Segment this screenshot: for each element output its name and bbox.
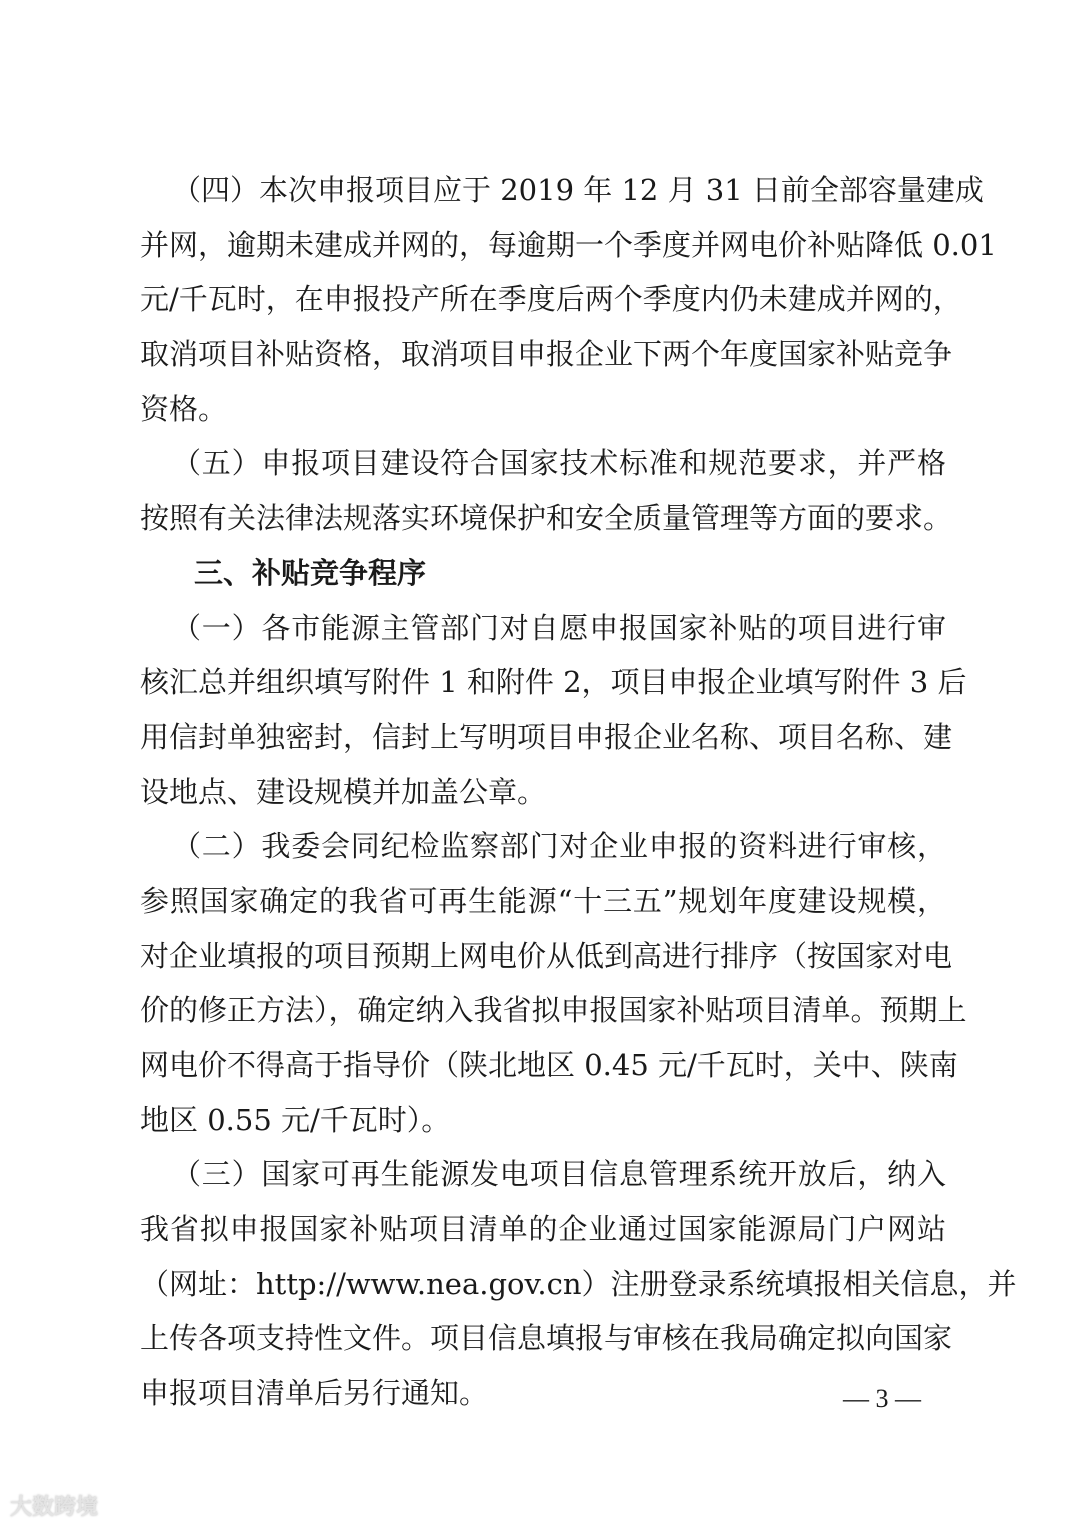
document-body (140, 163, 1017, 1421)
paragraph (140, 436, 953, 545)
text-line: 元/千瓦时，在申报投产所在季度后两个季度内仍未建成并网的， (140, 282, 962, 317)
section-heading: 三、补贴竞争程序 (194, 555, 427, 590)
text-line: 对企业填报的项目预期上网电价从低到高进行排序（按国家对电 (140, 938, 953, 973)
text-line: 核汇总并组织填写附件 1 和附件 2，项目申报企业填写附件 3 后 (140, 665, 967, 700)
text-line: 价的修正方法），确定纳入我省拟申报国家补贴项目清单。预期上 (140, 993, 967, 1028)
paragraph (140, 163, 997, 436)
text-line: 取消项目补贴资格，取消项目申报企业下两个年度国家补贴竞争 (140, 337, 953, 372)
text-line: 参照国家确定的我省可再生能源“十三五”规划年度建设规模， (140, 883, 946, 918)
watermark-text: 大数跨境 (10, 1495, 99, 1520)
text-line: 资格。 (140, 391, 228, 426)
paragraph (140, 819, 967, 1147)
text-line: 设地点、建设规模并加盖公章。 (140, 774, 547, 809)
paragraph (140, 1147, 1017, 1420)
text-line: 地区 0.55 元/千瓦时）。 (140, 1102, 451, 1137)
text-line: （三）国家可再生能源发电项目信息管理系统开放后，纳入 (172, 1157, 946, 1192)
text-line: （网址：http://www.nea.gov.cn）注册登录系统填报相关信息，并 (140, 1266, 1017, 1301)
watermark-logo (10, 1490, 98, 1521)
text-line: （五）申报项目建设符合国家技术标准和规范要求，并严格 (172, 446, 946, 481)
text-line: 我省拟申报国家补贴项目清单的企业通过国家能源局门户网站 (140, 1212, 946, 1247)
text-line: 并网，逾期未建成并网的，每逾期一个季度并网电价补贴降低 0.01 (140, 227, 997, 262)
text-line: （四）本次申报项目应于 2019 年 12 月 31 日前全部容量建成 (172, 173, 984, 207)
text-line: 按照有关法律法规落实环境保护和安全质量管理等方面的要求。 (140, 501, 953, 536)
text-line: 用信封单独密封，信封上写明项目申报企业名称、项目名称、建 (140, 719, 953, 754)
text-line: 网电价不得高于指导价（陕北地区 0.45 元/千瓦时，关中、陕南 (140, 1048, 958, 1082)
text-line: （一）各市能源主管部门对自愿申报国家补贴的项目进行审 (172, 610, 946, 645)
page-number: — 3 — (843, 1384, 921, 1413)
text-line: 上传各项支持性文件。项目信息填报与审核在我局确定拟向国家 (140, 1321, 953, 1356)
text-line: 申报项目清单后另行通知。 (140, 1376, 489, 1411)
paragraph (140, 601, 967, 820)
text-line: （二）我委会同纪检监察部门对企业申报的资料进行审核， (172, 829, 946, 864)
